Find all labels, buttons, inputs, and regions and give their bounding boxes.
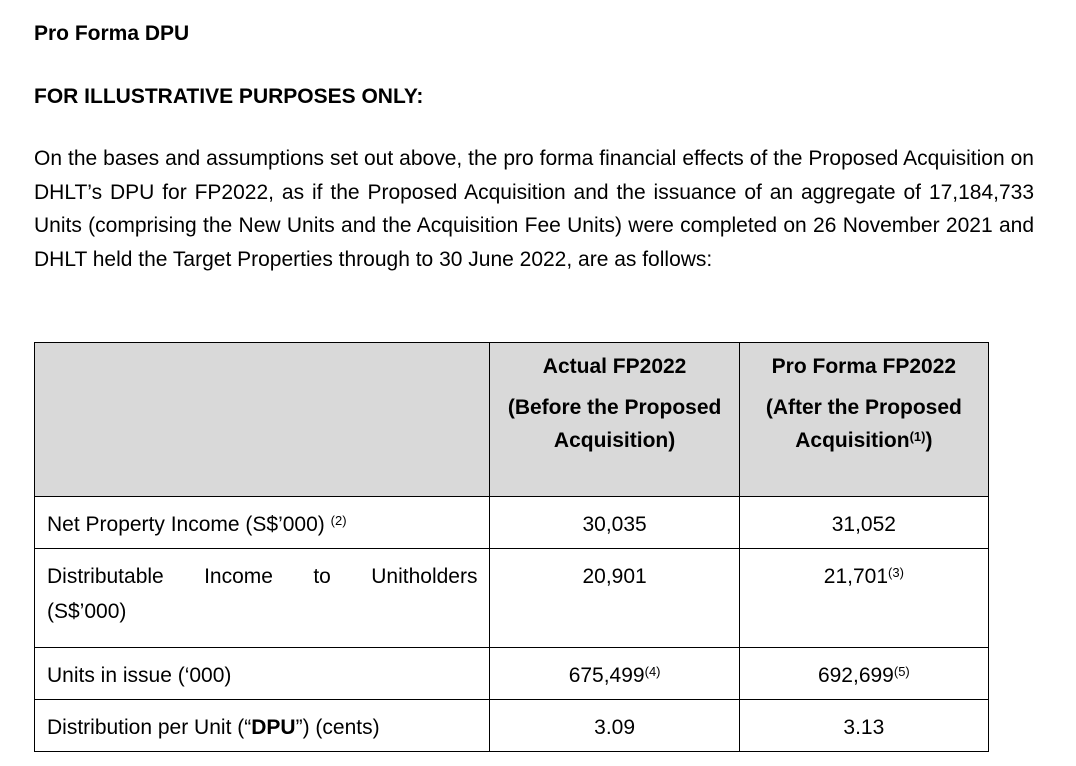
row-label [35, 549, 490, 648]
header-pro-forma-subtitle-text: (After the Proposed Acquisition [765, 396, 962, 452]
row-label-pre: Distribution per Unit (“ [47, 716, 252, 739]
actual-value [490, 549, 739, 648]
table-row [35, 497, 989, 549]
footnote-ref: (5) [893, 664, 910, 679]
row-label-text: Net Property Income (S$’000) [47, 513, 325, 536]
footnote-ref: (2) [330, 513, 347, 528]
pro-forma-value-text: 3.13 [843, 716, 885, 739]
actual-value-text: 3.09 [594, 716, 636, 739]
pro-forma-value [739, 549, 988, 648]
header-pro-forma-subtitle [740, 391, 988, 457]
pro-forma-dpu-table [34, 342, 989, 752]
pro-forma-value-text: 692,699 [817, 664, 894, 687]
pro-forma-value [739, 497, 988, 549]
actual-value [490, 700, 739, 752]
illustrative-subtitle: FOR ILLUSTRATIVE PURPOSES ONLY: [34, 85, 424, 108]
row-label-text: Units in issue (‘000) [47, 664, 232, 687]
header-pro-forma-title: Pro Forma FP2022 [771, 355, 957, 378]
table-row [35, 700, 989, 752]
actual-value [490, 497, 739, 549]
actual-value-text: 30,035 [582, 513, 647, 536]
pro-forma-value-text: 21,701 [823, 565, 889, 588]
header-pro-forma [739, 343, 988, 497]
actual-value [490, 648, 739, 700]
footnote-ref: (3) [888, 565, 904, 580]
row-label-bold: DPU [251, 716, 296, 739]
footnote-ref: (4) [644, 664, 661, 679]
row-label [35, 648, 490, 700]
header-pro-forma-subtitle-close: ) [925, 429, 933, 452]
table-row [35, 648, 989, 700]
intro-paragraph: On the bases and assumptions set out above, the pro forma financial effects of the Proposed Acquisition on DHLT’s DPU for FP2022, as if the Proposed Acquisition and the issuance of an aggregate of 17,184,733 Units (comprising the New Units and the Acquisition Fee Units) were completed on 26 November 2021 and DHLT held the Target Properties through to 30 June 2022, are as follows: [34, 147, 1034, 271]
row-label [35, 700, 490, 752]
header-actual-title: Actual FP2022 [542, 355, 687, 378]
pro-forma-value [739, 648, 988, 700]
header-blank-cell [35, 343, 490, 497]
pro-forma-value-text: 31,052 [831, 513, 896, 536]
footnote-ref: (1) [909, 429, 926, 444]
table-header-row [35, 343, 989, 497]
row-label-line2: (S$’000) [47, 600, 127, 623]
header-actual [490, 343, 739, 497]
row-label-post: ”) (cents) [295, 716, 380, 739]
row-label [35, 497, 490, 549]
row-label-line1: Distributable Income to Unitholders [47, 565, 478, 588]
table-row [35, 549, 989, 648]
actual-value-text: 20,901 [582, 565, 647, 588]
pro-forma-value [739, 700, 988, 752]
page-title: Pro Forma DPU [34, 22, 190, 45]
actual-value-text: 675,499 [568, 664, 645, 687]
header-actual-subtitle: (Before the Proposed Acquisition) [507, 396, 722, 452]
